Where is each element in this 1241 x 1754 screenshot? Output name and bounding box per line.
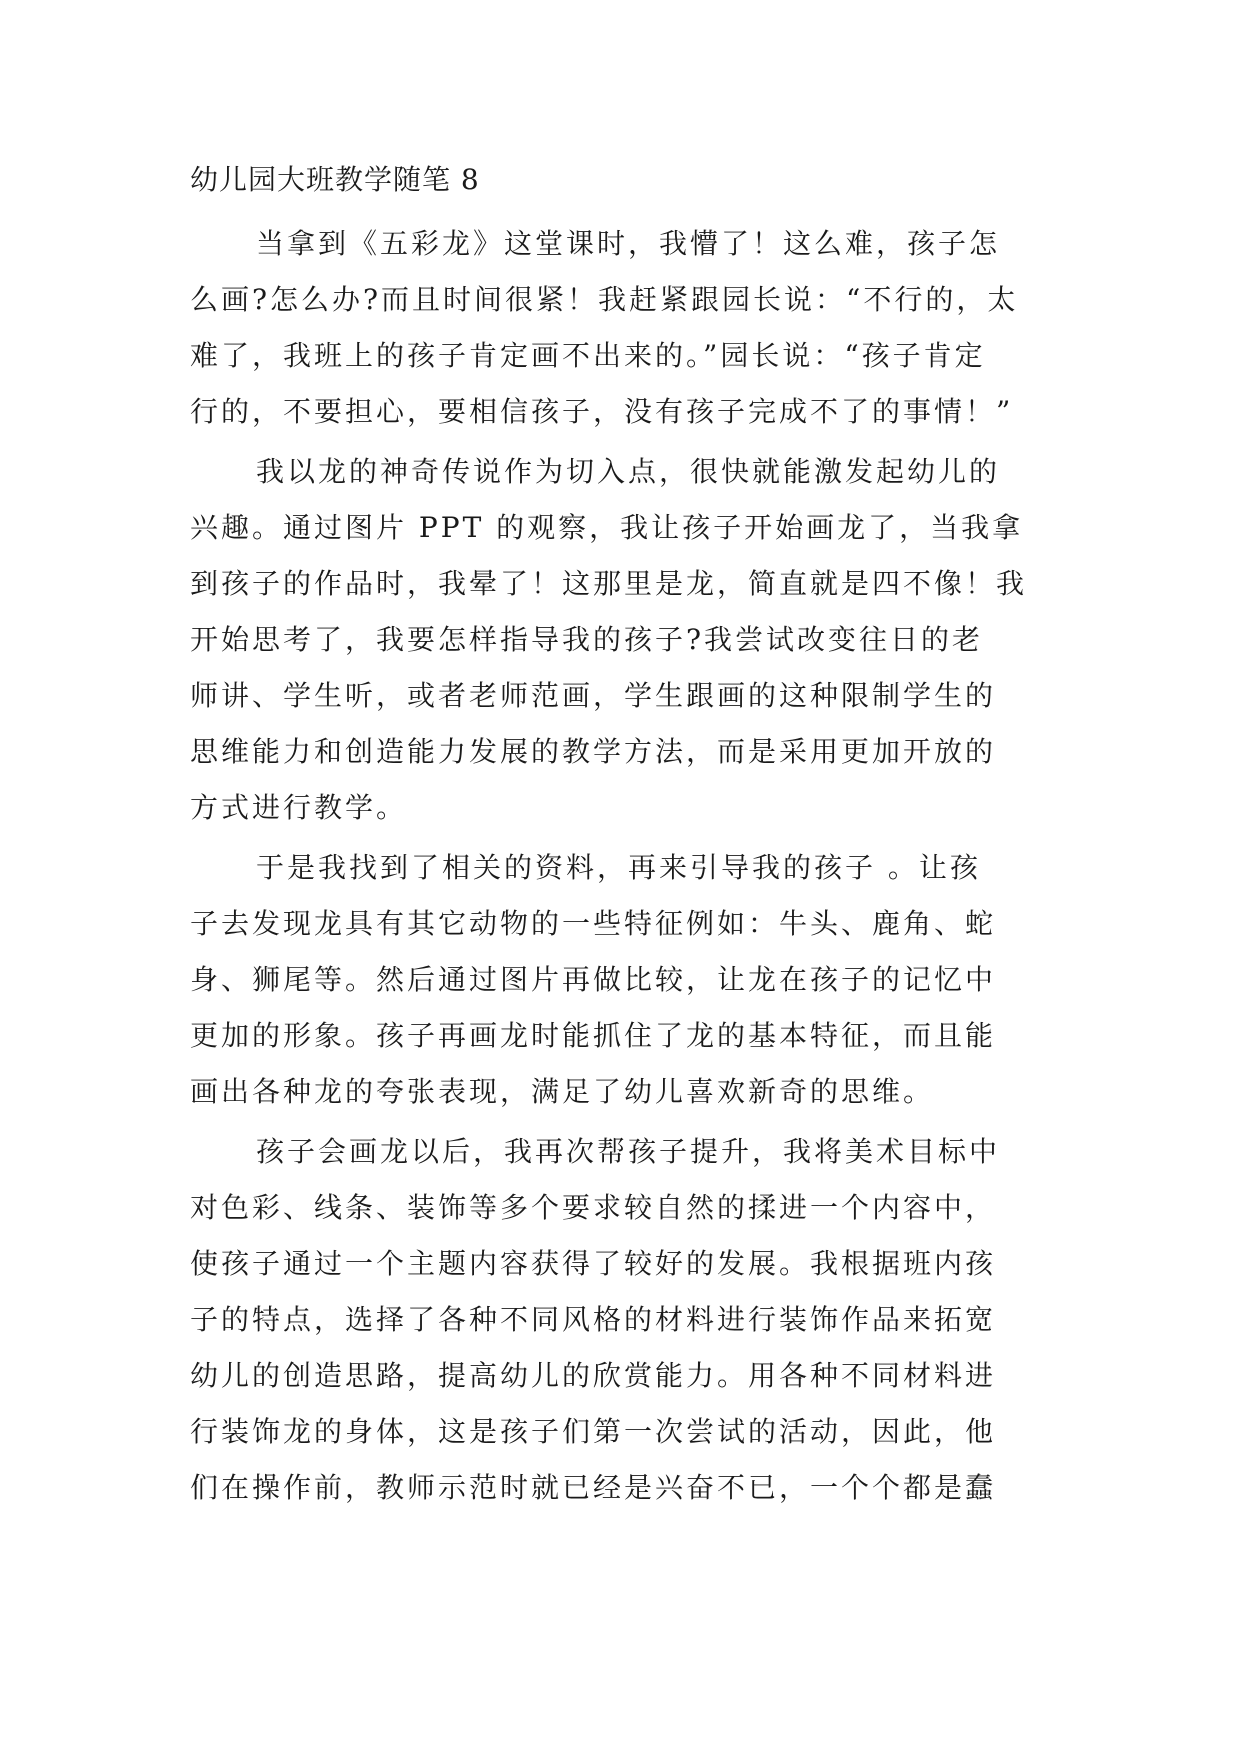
text-line: 身、狮尾等。然后通过图片再做比较，让龙在孩子的记忆中 — [190, 963, 997, 996]
text-line: 到孩子的作品时，我晕了！这那里是龙，简直就是四不像！我 — [190, 567, 1028, 600]
text-line: 子的特点，选择了各种不同风格的材料进行装饰作品来拓宽 — [190, 1303, 997, 1336]
text-line: 当拿到《五彩龙》这堂课时，我懵了！这么难，孩子怎 — [256, 227, 1001, 260]
document-title: 幼儿园大班教学随笔 8 — [190, 163, 480, 196]
text-line: 我以龙的神奇传说作为切入点，很快就能激发起幼儿的 — [256, 455, 1001, 488]
text-line: 师讲、学生听，或者老师范画，学生跟画的这种限制学生的 — [190, 679, 997, 712]
text-line: 于是我找到了相关的资料，再来引导我的孩子 。让孩 — [256, 851, 981, 884]
text-line: 更加的形象。孩子再画龙时能抓住了龙的基本特征，而且能 — [190, 1019, 997, 1052]
text-line: 么画?怎么办?而且时间很紧！我赶紧跟园长说：“不行的，太 — [190, 283, 1019, 316]
text-line: 画出各种龙的夸张表现，满足了幼儿喜欢新奇的思维。 — [190, 1075, 935, 1108]
text-line: 思维能力和创造能力发展的教学方法，而是采用更加开放的 — [190, 735, 997, 768]
text-line: 孩子会画龙以后，我再次帮孩子提升，我将美术目标中 — [256, 1135, 1001, 1168]
text-line: 对色彩、线条、装饰等多个要求较自然的揉进一个内容中， — [190, 1191, 997, 1224]
text-line: 使孩子通过一个主题内容获得了较好的发展。我根据班内孩 — [190, 1247, 997, 1280]
text-line: 子去发现龙具有其它动物的一些特征例如：牛头、鹿角、蛇 — [190, 907, 997, 940]
text-line: 开始思考了，我要怎样指导我的孩子?我尝试改变往日的老 — [190, 623, 984, 656]
text-line: 难了，我班上的孩子肯定画不出来的。”园长说：“孩子肯定 — [190, 339, 986, 372]
text-line: 们在操作前，教师示范时就已经是兴奋不已，一个个都是蠢 — [190, 1471, 997, 1504]
text-line: 行装饰龙的身体，这是孩子们第一次尝试的活动，因此，他 — [190, 1415, 997, 1448]
text-line: 兴趣。通过图片 PPT 的观察，我让孩子开始画龙了，当我拿 — [190, 511, 1024, 544]
text-line: 幼儿的创造思路，提高幼儿的欣赏能力。用各种不同材料进 — [190, 1359, 997, 1392]
text-line: 行的，不要担心，要相信孩子，没有孩子完成不了的事情！” — [190, 395, 1014, 428]
text-line: 方式进行教学。 — [190, 791, 408, 824]
